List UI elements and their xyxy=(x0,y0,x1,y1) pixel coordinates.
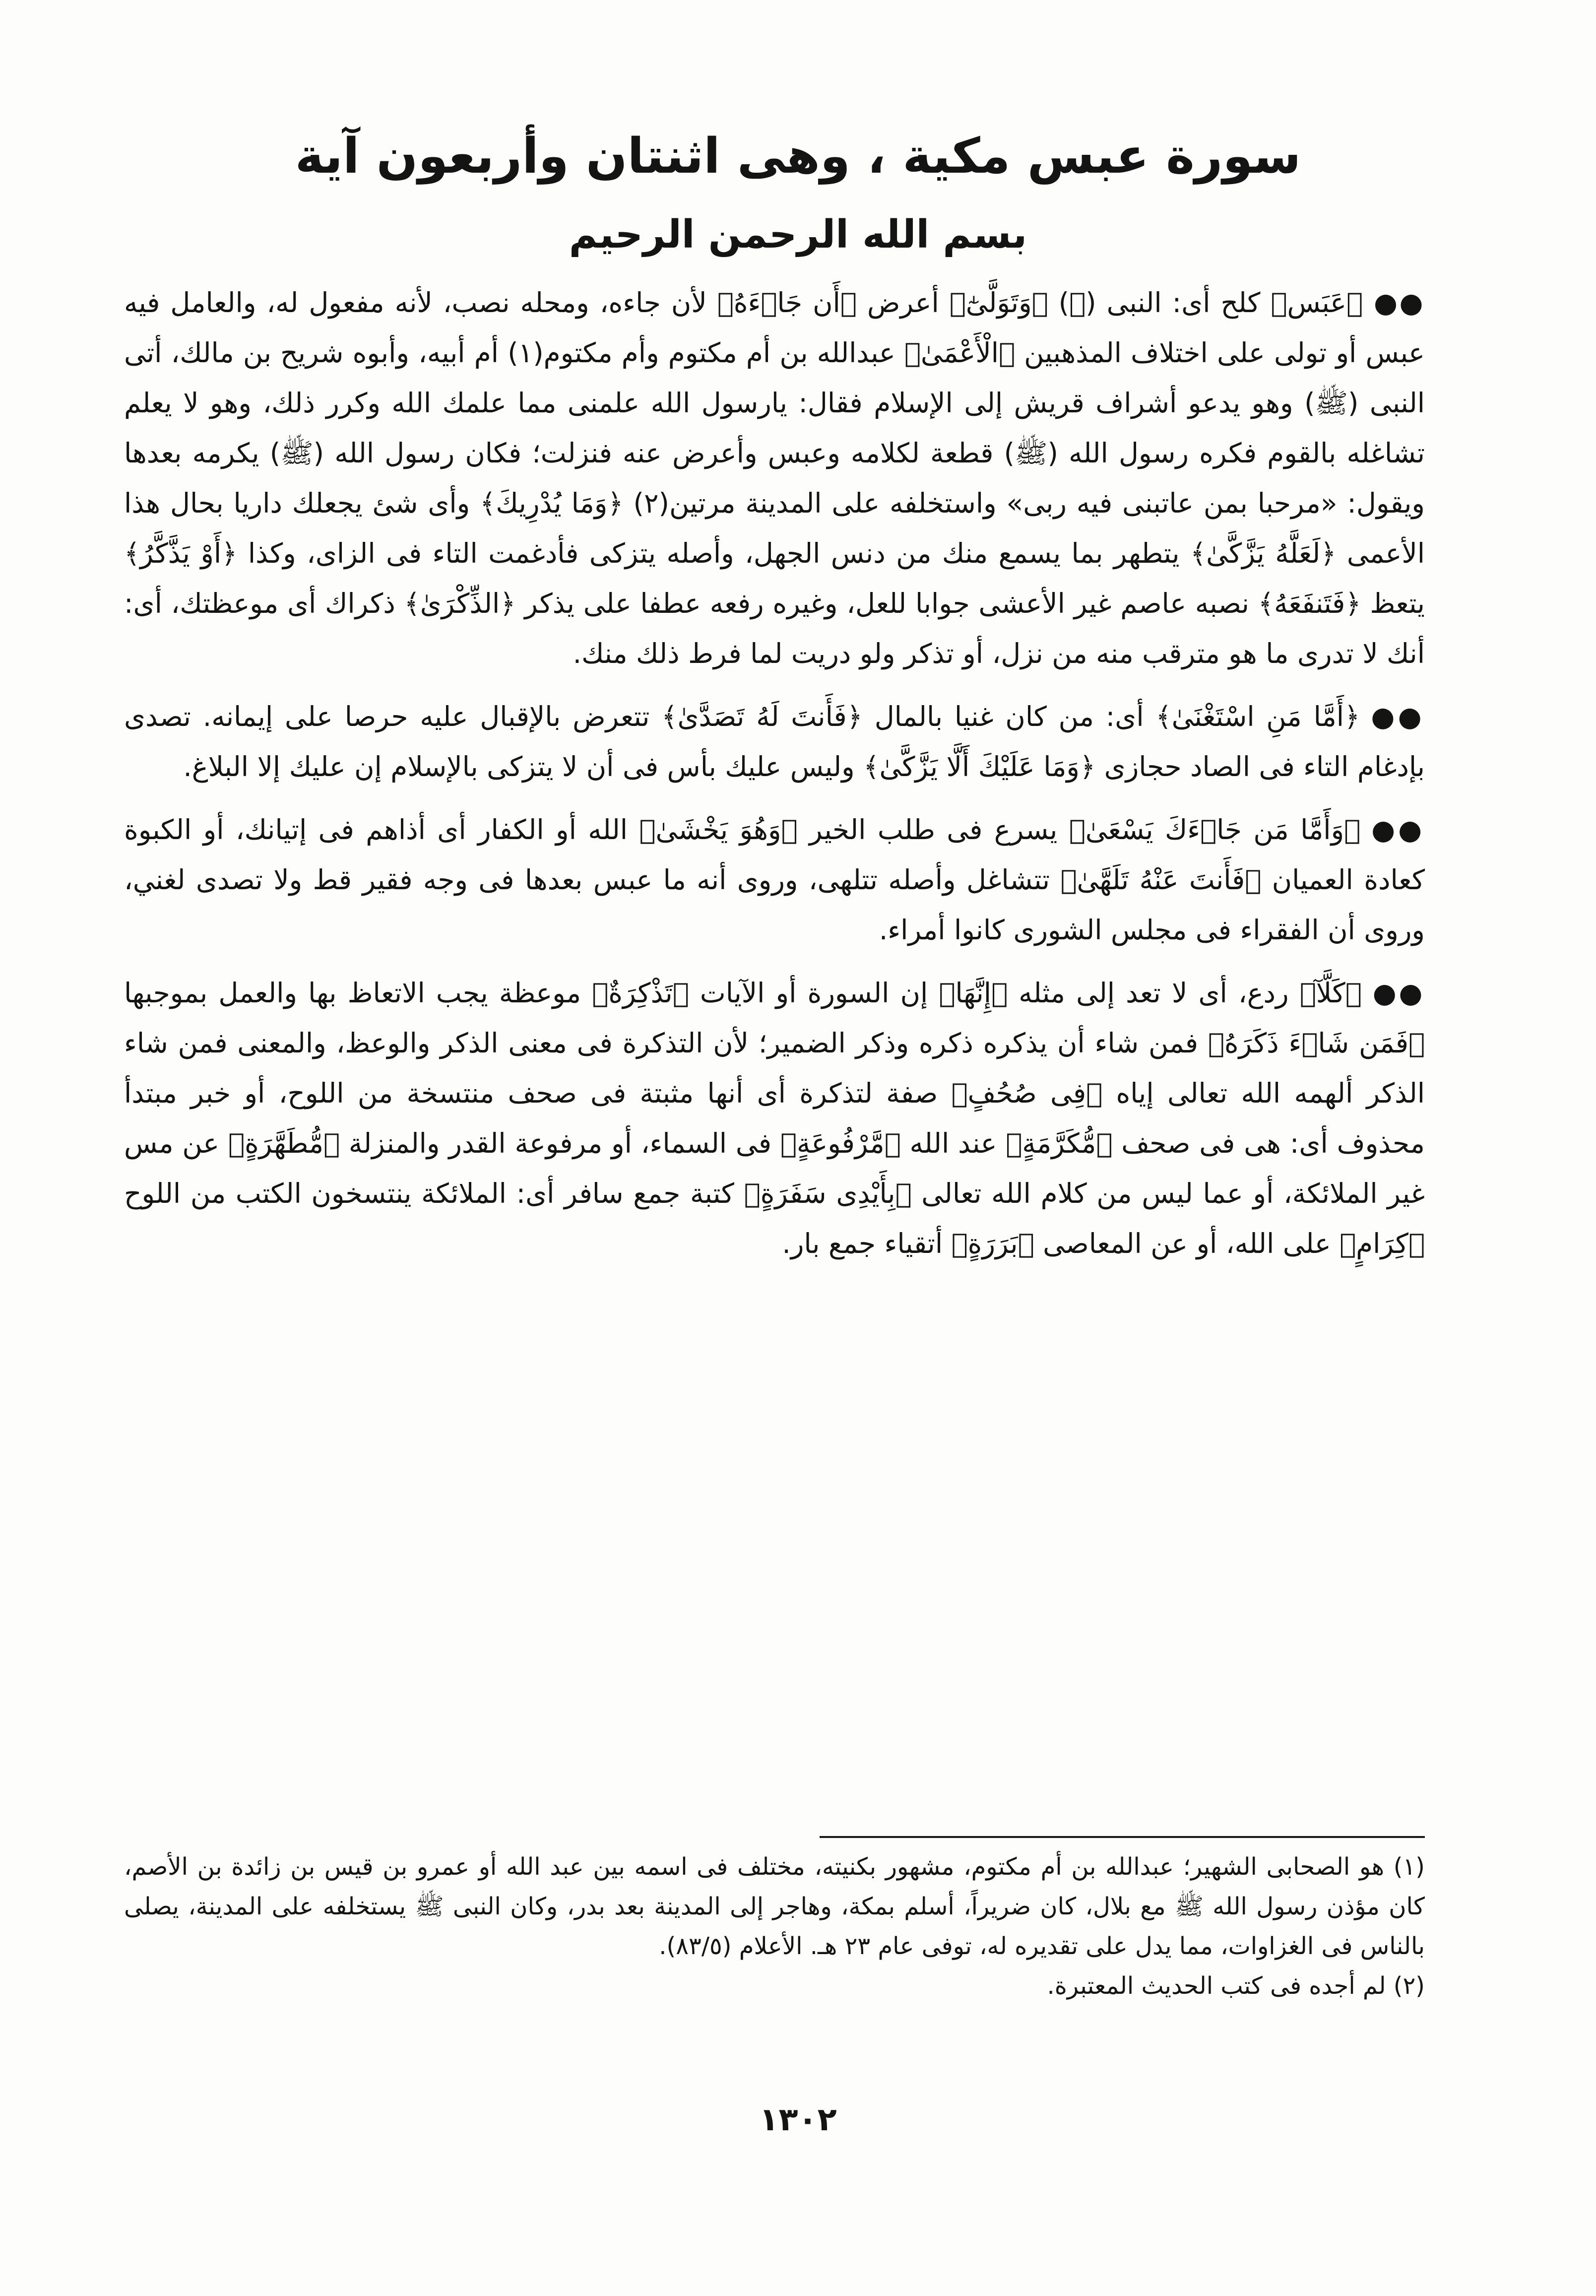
paragraph-bullet: ●● xyxy=(1373,287,1425,319)
paragraph-4 xyxy=(124,968,1425,1269)
paragraph-3 xyxy=(124,805,1425,955)
paragraph-bullet: ●● xyxy=(1371,814,1425,846)
basmala: بسم الله الرحمن الرحيم xyxy=(569,212,1027,257)
paragraph-bullet: ●● xyxy=(1372,977,1425,1009)
footnote-divider xyxy=(820,1836,1425,1838)
paragraph-text: ﴿وَأَمَّا مَن جَاۤءَكَ يَسْعَىٰ﴾ يسرع فى طلب الخير ﴿وَهُوَ يَخْشَىٰ﴾ الله أو الكفار أى أذاهم فى إتيانك، أو الكبوة كعادة العميان ﴿فَأَنتَ عَنْهُ تَلَهَّىٰ﴾ تتشاغل وأصله تتلهى، وروى أنه ما عبس بعدها فى وجه فقير قط ولا تصدى لغني، وروى أن الفقراء فى مجلس الشورى كانوا أمراء. xyxy=(124,814,1425,946)
paragraph-1 xyxy=(124,278,1425,679)
footnote-2: (٢) لم أجده فى كتب الحديث المعتبرة. xyxy=(1047,1972,1425,2000)
paragraph-text: ﴿كَلَّآ﴾ ردع، أى لا تعد إلى مثله ﴿إِنَّهَا﴾ إن السورة أو الآيات ﴿تَذْكِرَةٌ﴾ موعظة يجب الاتعاظ بها والعمل بموجبها ﴿فَمَن شَاۤءَ ذَكَرَهُ﴾ فمن شاء أن يذكره ذكره وذكر الضمير؛ لأن التذكرة فى معنى الذكر والوعظ، والمعنى فمن شاء الذكر ألهمه الله تعالى إياه ﴿فِى صُحُفٍ﴾ صفة لتذكرة أى أنها مثبتة فى صحف منتسخة من اللوح، أو خبر مبتدأ محذوف أى: هى فى صحف ﴿مُّكَرَّمَةٍ﴾ عند الله ﴿مَّرْفُوعَةٍ﴾ فى السماء، أو مرفوعة القدر والمنزلة ﴿مُّطَهَّرَةٍ﴾ عن مس غير الملائكة، أو عما ليس من كلام الله تعالى ﴿بِأَيْدِى سَفَرَةٍ﴾ كتبة جمع سافر أى: الملائكة ينتسخون الكتب من اللوح ﴿كِرَامٍ﴾ على الله، أو عن المعاصى ﴿بَرَرَةٍ﴾ أتقياء جمع بار. xyxy=(124,977,1425,1259)
paragraph-text: ﴿أَمَّا مَنِ اسْتَغْنَىٰ﴾ أى: من كان غنيا بالمال ﴿فَأَنتَ لَهُ تَصَدَّىٰ﴾ تتعرض بالإقبال عليه حرصا على إيمانه. تصدى بإدغام التاء فى الصاد حجازى ﴿وَمَا عَلَيْكَ أَلَّا يَزَّكَّىٰ﴾ وليس عليك بأس فى أن لا يتزكى بالإسلام إن عليك إلا البلاغ. xyxy=(124,701,1425,783)
paragraph-2 xyxy=(124,692,1425,792)
paragraph-bullet: ●● xyxy=(1371,701,1425,732)
surah-title: سورة عبس مكية ، وهى اثنتان وأربعون آية xyxy=(295,128,1301,185)
paragraph-text: ﴿عَبَس﴾ كلح أى: النبى (ﷺ) ﴿وَتَوَلَّىٰٓ﴾ أعرض ﴿أَن جَاۤءَهُ﴾ لأن جاءه، ومحله نصب، لأنه مفعول له، والعامل فيه عبس أو تولى على اختلاف المذهبين ﴿الْأَعْمَىٰ﴾ عبدالله بن أم مكتوم وأم مكتوم(١) أم أبيه، وأبوه شريح بن مالك، أتى النبى (ﷺ) وهو يدعو أشراف قريش إلى الإسلام فقال: يارسول الله علمنى مما علمك الله وكرر ذلك، وهو لا يعلم تشاغله بالقوم فكره رسول الله (ﷺ) قطعة لكلامه وعبس وأعرض عنه فنزلت؛ فكان رسول الله (ﷺ) يكرمه بعدها ويقول: «مرحبا بمن عاتبنى فيه ربى» واستخلفه على المدينة مرتين(٢) ﴿وَمَا يُدْرِيكَ﴾ وأى شئ يجعلك داريا بحال هذا الأعمى ﴿لَعَلَّهُ يَزَّكَّىٰ﴾ يتطهر بما يسمع منك من دنس الجهل، وأصله يتزكى فأدغمت التاء فى الزاى، وكذا ﴿أَوْ يَذَّكَّرُ﴾ يتعظ ﴿فَتَنفَعَهُ﴾ نصبه عاصم غير الأعشى جوابا للعل، وغيره رفعه عطفا على يذكر ﴿الذِّكْرَىٰ﴾ ذكراك أى موعظتك، أى: أنك لا تدرى ما هو مترقب منه من نزل، أو تذكر ولو دريت لما فرط ذلك منك. xyxy=(124,287,1425,669)
footnote-1: (١) هو الصحابى الشهير؛ عبدالله بن أم مكتوم، مشهور بكنيته، مختلف فى اسمه بين عبد الله أو عمرو بن قيس بن زائدة بن الأصم، كان مؤذن رسول الله ﷺ مع بلال، كان ضريراً، أسلم بمكة، وهاجر إلى المدينة بعد بدر، وكان النبى ﷺ يستخلفه على المدينة، يصلى بالناس فى الغزاوات، مما يدل على تقديره له، توفى عام ٢٣ هـ. الأعلام (٨٣/٥). xyxy=(124,1853,1425,1960)
footnotes xyxy=(124,1847,1425,2006)
commentary-body xyxy=(124,278,1425,1282)
page-number: ١٣٠٢ xyxy=(759,2101,837,2138)
